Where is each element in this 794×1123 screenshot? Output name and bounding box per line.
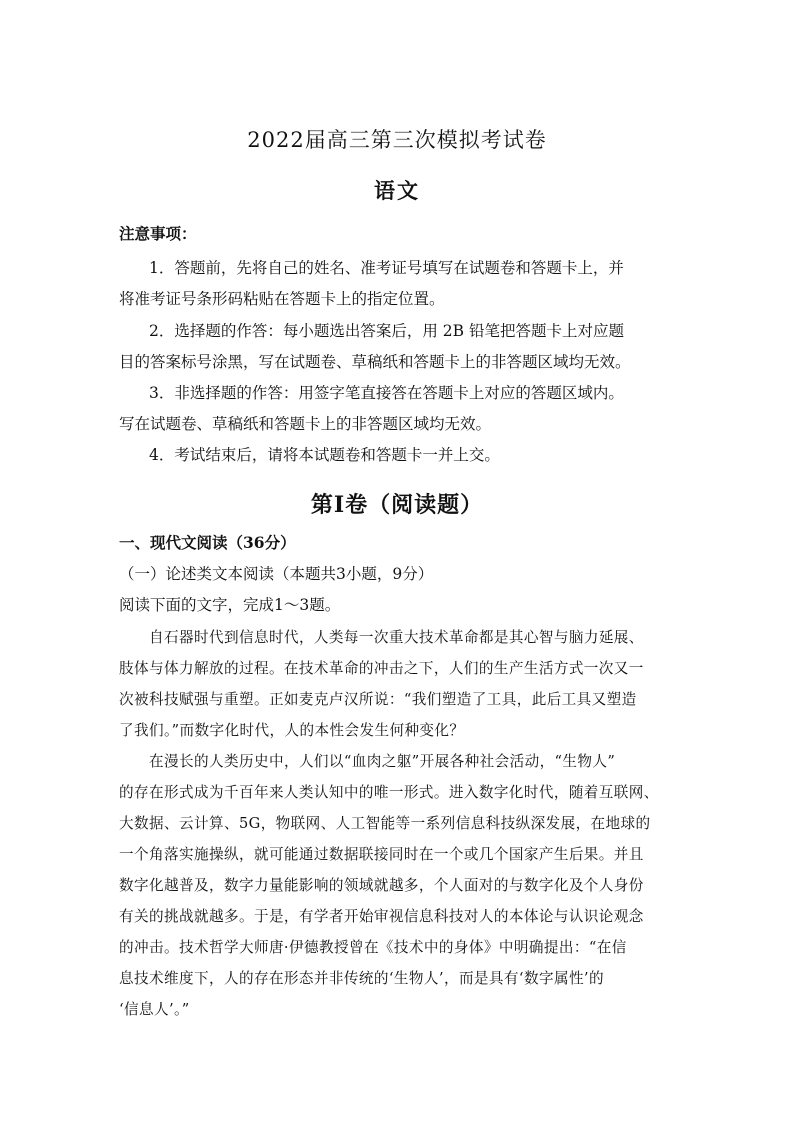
passage-line: ‘信息人’。” <box>119 1001 190 1018</box>
notice-line: 将准考证号条形码粘贴在答题卡上的指定位置。 <box>119 290 445 308</box>
passage-line: 在漫长的人类历史中，人们以“血肉之躯”开展各种社会活动，“生物人” <box>149 753 616 770</box>
exam-title: 2022届高三第三次模拟考试卷 <box>247 128 547 152</box>
notice-line: 3．非选择题的作答：用签字笔直接答在答题卡上对应的答题区域内。 <box>149 384 624 402</box>
passage-line: 的存在形式成为千百年来人类认知中的唯一形式。进入数字化时代，随着互联网、 <box>119 784 659 801</box>
notice-line: 1．答题前，先将自己的姓名、准考证号填写在试题卷和答题卡上，并 <box>149 259 624 277</box>
notice-line: 目的答案标号涂黑，写在试题卷、草稿纸和答题卡上的非答题区域均无效。 <box>119 353 631 371</box>
passage-line: 数字化越普及，数字力量能影响的领域就越多，个人面对的与数字化及个人身份 <box>119 877 644 894</box>
sub-heading: （一）论述类文本阅读（本题共3小题，9分） <box>119 565 434 583</box>
passage-line: 有关的挑战就越多。于是，有学者开始审视信息科技对人的本体论与认识论观念 <box>119 908 644 925</box>
passage-line: 了我们。”而数字化时代，人的本性会发生何种变化？ <box>119 722 465 739</box>
notice-heading: 注意事项： <box>119 224 197 243</box>
passage-line: 息技术维度下，人的存在形态并非传统的‘生物人’，而是具有‘数字属性’的 <box>119 970 604 987</box>
passage-line: 大数据、云计算、5G，物联网、人工智能等一系列信息科技纵深发展，在地球的 <box>119 815 651 832</box>
section-title: 第Ⅰ卷（阅读题） <box>310 492 484 518</box>
passage-line: 一个角落实施操纵，就可能通过数据联接同时在一个或几个国家产生后果。并且 <box>119 846 644 863</box>
subject-title: 语文 <box>374 178 420 203</box>
notice-line: 4．考试结束后，请将本试题卷和答题卡一并上交。 <box>149 446 500 464</box>
part-heading: 一、现代文阅读（36分） <box>119 533 296 552</box>
notice-line: 写在试题卷、草稿纸和答题卡上的非答题区域均无效。 <box>119 415 492 433</box>
passage-line: 的冲击。技术哲学大师唐·伊德教授曾在《技术中的身体》中明确提出：“在信 <box>119 939 627 956</box>
passage-line: 次被科技赋强与重塑。正如麦克卢汉所说：“我们塑造了工具，此后工具又塑造 <box>119 691 637 708</box>
passage-line: 自石器时代到信息时代，人类每一次重大技术革命都是其心智与脑力延展、 <box>149 629 644 646</box>
passage-line: 肢体与体力解放的过程。在技术革命的冲击之下，人们的生产生活方式一次又一 <box>119 660 644 677</box>
reading-instruction: 阅读下面的文字，完成1～3题。 <box>119 596 341 614</box>
notice-line: 2．选择题的作答：每小题选出答案后，用 2B 铅笔把答题卡上对应题 <box>149 322 624 340</box>
